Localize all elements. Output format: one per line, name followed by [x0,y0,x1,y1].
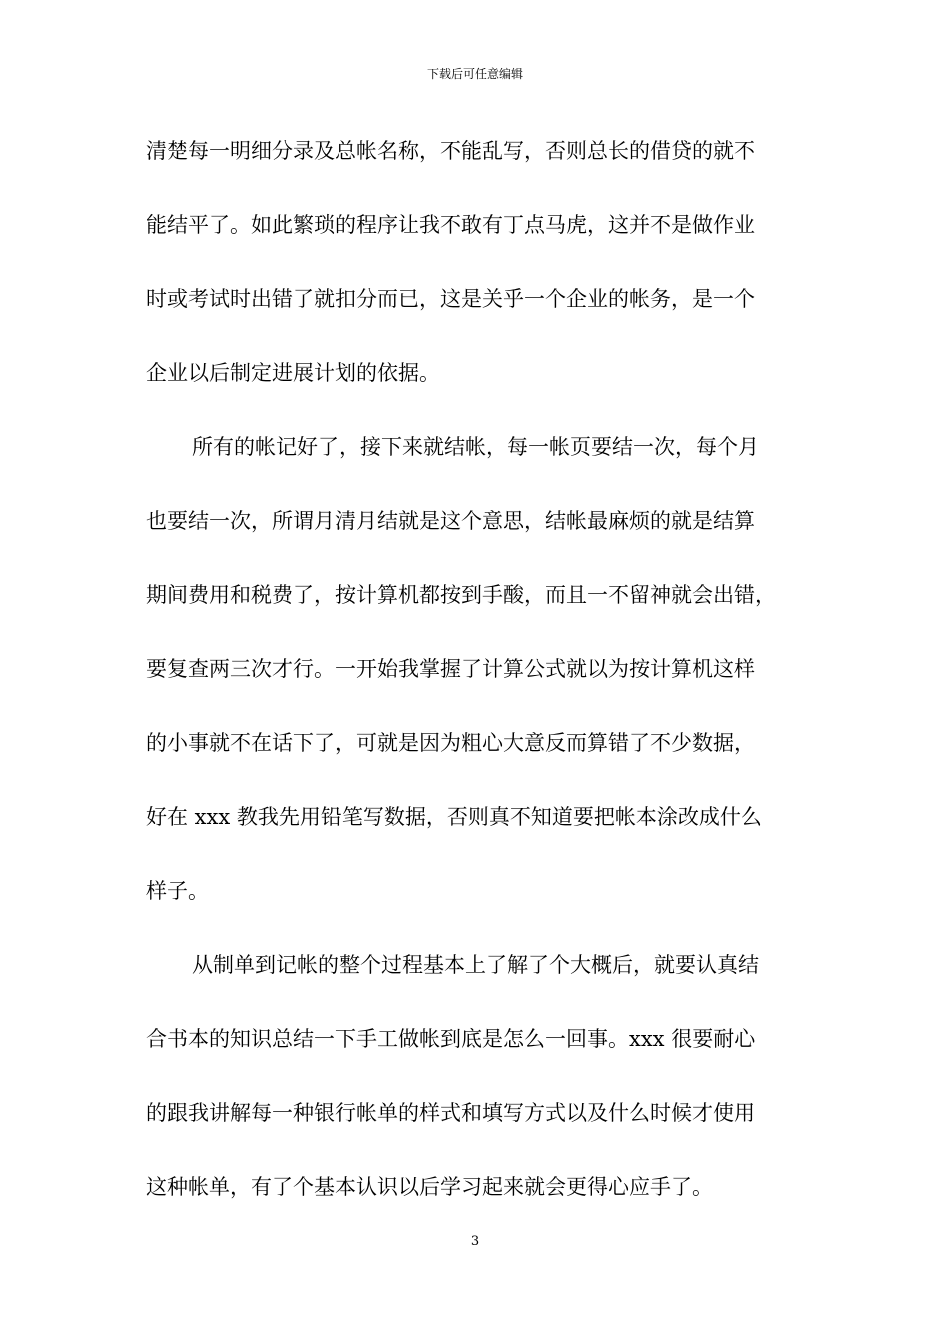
page-header: 下载后可任意编辑 [426,67,523,81]
text-line: 企业以后制定进展计划的依据。 [146,361,440,385]
text-line: 样子。 [146,879,209,903]
paragraph-first-line: 从制单到记帐的整个过程基本上了解了个大概后，就要认真结 [192,953,759,977]
text-line: 好在 xxx 教我先用铅笔写数据，否则真不知道要把帐本涂改成什么 [146,805,762,829]
text-line: 时或考试时出错了就扣分而已，这是关乎一个企业的帐务，是一个 [146,287,755,311]
text-line: 期间费用和税费了，按计算机都按到手酸，而且一不留神就会出错， [146,583,776,607]
text-line: 要复查两三次才行。一开始我掌握了计算公式就以为按计算机这样 [146,657,755,681]
text-line: 清楚每一明细分录及总帐名称，不能乱写，否则总长的借贷的就不 [146,139,755,163]
text-line: 的跟我讲解每一种银行帐单的样式和填写方式以及什么时候才使用 [146,1101,755,1125]
text-line: 的小事就不在话下了，可就是因为粗心大意反而算错了不少数据， [146,731,755,755]
paragraph-first-line: 所有的帐记好了，接下来就结帐，每一帐页要结一次，每个月 [192,435,759,459]
text-line: 合书本的知识总结一下手工做帐到底是怎么一回事。xxx 很要耐心 [146,1027,756,1051]
page-number: 3 [470,1234,480,1249]
text-line: 能结平了。如此繁琐的程序让我不敢有丁点马虎，这并不是做作业 [146,213,755,237]
text-line: 这种帐单，有了个基本认识以后学习起来就会更得心应手了。 [146,1175,713,1199]
text-line: 也要结一次，所谓月清月结就是这个意思，结帐最麻烦的就是结算 [146,509,755,533]
